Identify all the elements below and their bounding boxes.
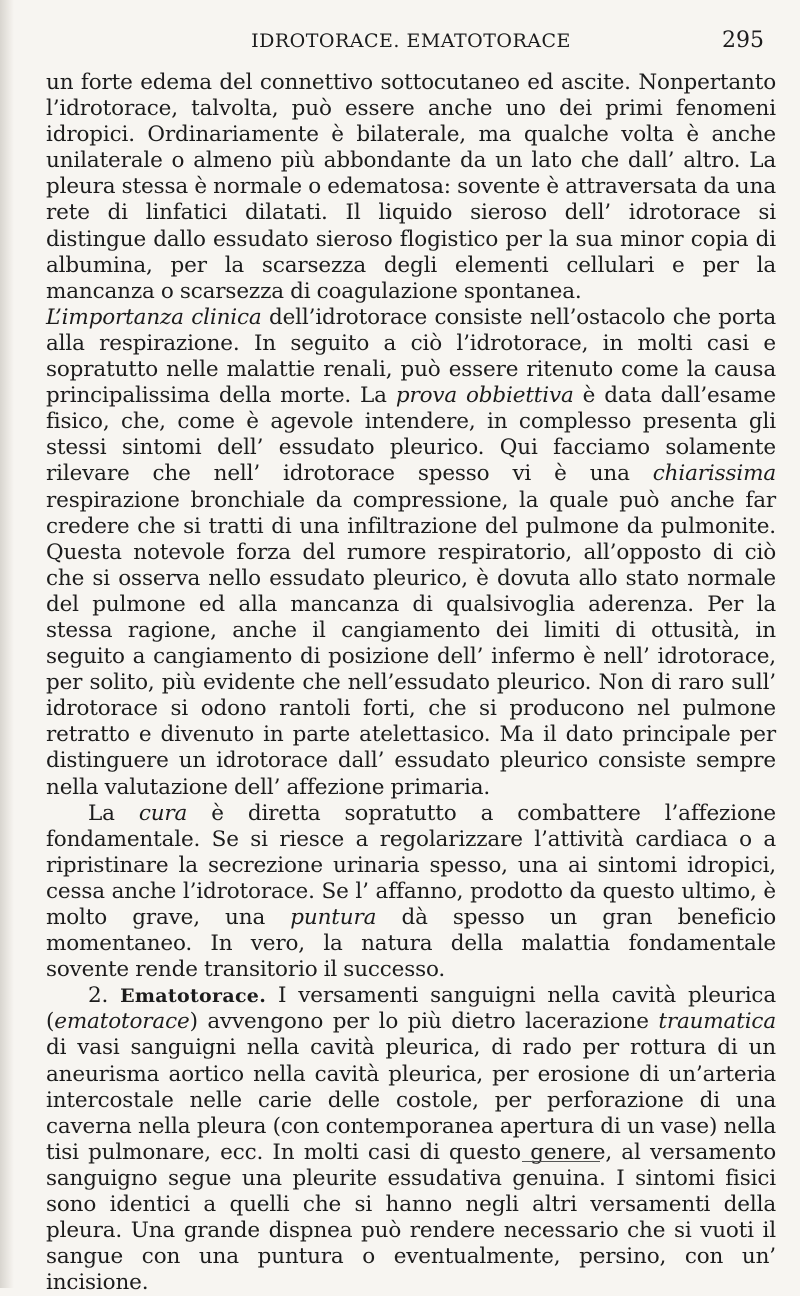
paragraph-p4 xyxy=(46,983,776,1296)
italic-term: ematotorace xyxy=(54,1009,190,1035)
text-run: 2. xyxy=(88,983,121,1009)
text-run: La xyxy=(88,800,139,826)
italic-term: chiarissima xyxy=(652,461,776,487)
paragraph-p2 xyxy=(46,305,776,801)
italic-term: puntura xyxy=(290,905,377,930)
footer-rule xyxy=(522,1161,600,1162)
italic-term: traumatica xyxy=(658,1009,776,1035)
text-run: dell’idrotorace consiste nell’ostacolo che porta alla respirazione. In seguito a ciò l’idrotorace, in molti casi e sopratutto nelle malattie renali, può essere ritenuto come la causa principalissima della morte. La xyxy=(46,304,776,409)
paragraph-p1 xyxy=(46,70,776,305)
section-heading: Ematotorace. xyxy=(120,985,267,1008)
body-text xyxy=(46,70,776,1296)
book-page xyxy=(46,0,776,1296)
page-binding-edge xyxy=(0,0,14,1288)
text-run: di vasi sanguigni nella cavità pleurica, di rado per rottura di un aneurisma aortico nella cavità pleurica, per erosione di un’arteria intercostale nelle carie delle costole, per perforazione di una caverna nella pleura (con contemporanea apertura di un vase) nella tisi pulmonare, ecc. In molti casi di questo genere, al versamento sanguigno segue una pleurite essudativa genuina. I sintomi fisici sono identici a quelli che si hanno negli altri versamenti della pleura. Una grande dispnea può rendere necessario che si vuoti il sangue con una puntura o eventualmente, persino, con un’ incisione. xyxy=(46,1035,776,1296)
text-run: è data dall’esame fisico, che, come è agevole intendere, in complesso presenta gli stessi sintomi dell’ essudato pleurico. Qui facciamo solamente rilevare che nell’ idrotorace spesso vi è una xyxy=(46,383,776,487)
text-run: I versamenti sanguigni nella cavità pleurica ( xyxy=(46,983,776,1035)
paragraph-p3 xyxy=(46,801,776,984)
text-run: dà spesso un gran beneficio momentaneo. In vero, la natura della malattia fondamentale sovente rende transitorio il successo. xyxy=(46,905,776,983)
italic-term: L’importanza clinica xyxy=(46,304,262,330)
italic-term: cura xyxy=(138,800,188,826)
text-run: un forte edema del connettivo sottocutaneo ed ascite. Nonpertanto l’idrotorace, talvolta, può essere anche uno dei primi fenomeni idropici. Ordinariamente è bilaterale, ma qualche volta è anche unilaterale o almeno più abbondante da un lato che dall’ altro. La pleura stessa è normale o edematosa: sovente è attraversata da una rete di linfatici dilatati. Il liquido sieroso dell’ idrotorace si distingue dallo essudato sieroso flogistico per la sua minor copia di albumina, per la scarsezza degli elementi cellulari e per la mancanza o scarsezza di coagulazione spontanea. xyxy=(46,70,776,304)
page-number: 295 xyxy=(722,28,764,53)
running-head xyxy=(46,0,776,70)
text-run: è diretta sopratutto a combattere l’affezione fondamentale. Se si riesce a regolarizzare l’attività cardiaca o a ripristinare la secrezione urinaria spesso, una ai sintomi idropici, cessa anche l’idrotorace. Se l’ affanno, prodotto da questo ultimo, è molto grave, una xyxy=(46,800,777,930)
text-run: ) avvengono per lo più dietro lacerazione xyxy=(189,1009,659,1035)
running-title: IDROTORACE. EMATOTORACE xyxy=(251,30,571,52)
text-run: respirazione bronchiale da compressione, la quale può anche far credere che si tratti di una infiltrazione del pulmone da pulmonite. Questa notevole forza del rumore respiratorio, all’opposto di ciò che si osserva nello essudato pleurico, è dovuta allo stato normale del pulmone ed alla mancanza di qualsivoglia aderenza. Per la stessa ragione, anche il cangiamento dei limiti di ottusità, in seguito a cangiamento di posizione dell’ infermo è nell’ idrotorace, per solito, più evidente che nell’essudato pleurico. Non di raro sull’ idrotorace si odono rantoli forti, che si producono nel pulmone retratto e divenuto in parte atelettasico. Ma il dato principale per distinguere un idrotorace dall’ essudato pleurico consiste sempre nella valutazione dell’ affezione primaria. xyxy=(46,487,776,800)
italic-term: prova obbiettiva xyxy=(395,383,574,409)
